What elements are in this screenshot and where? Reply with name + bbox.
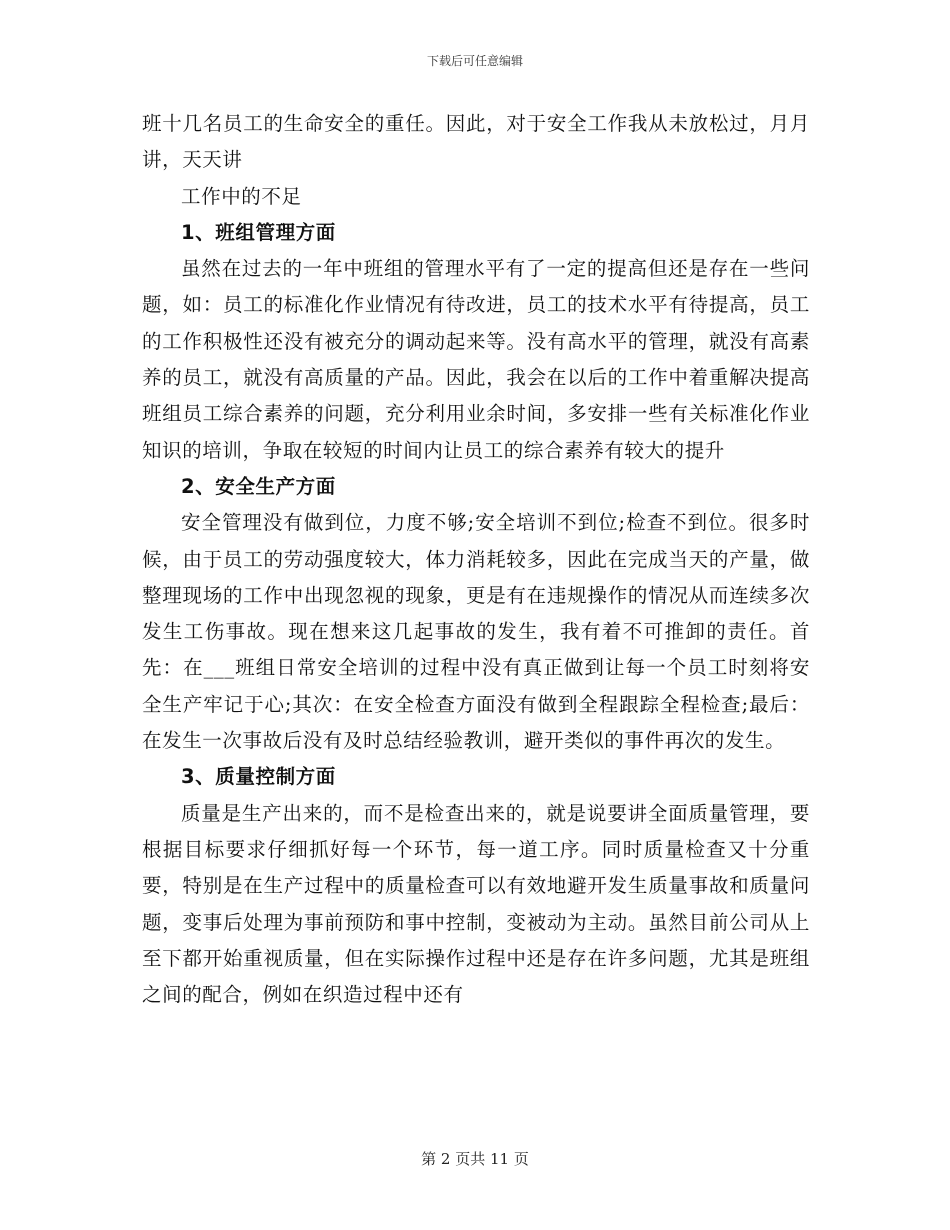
document-body — [142, 106, 810, 1013]
section-intro: 工作中的不足 — [181, 184, 302, 208]
paragraph-continued: 班十几名员工的生命安全的重任。因此，对于安全工作我从未放松过，月月讲，天天讲 — [142, 112, 810, 172]
page-footer: 第 2 页共 11 页 — [421, 1150, 529, 1168]
page-header: 下载后可任意编辑 — [426, 54, 523, 68]
paragraph-quality: 质量是生产出来的，而不是检查出来的，就是说要讲全面质量管理，要根据目标要求仔细抓好每一个环节，每一道工序。同时质量检查又十分重要，特别是在生产过程中的质量检查可以有效地避开发生质量事故和质量问题，变事后处理为事前预防和事中控制，变被动为主动。虽然目前公司从上至下都开始重视质量，但在实际操作过程中还是存在许多问题，尤其是班组之间的配合，例如在织造过程中还有 — [142, 801, 810, 1007]
paragraph-safety: 安全管理没有做到位，力度不够;安全培训不到位;检查不到位。很多时候，由于员工的劳动强度较大，体力消耗较多，因此在完成当天的产量，做整理现场的工作中出现忽视的现象，更是有在违规操作的情况从而连续多次发生工伤事故。现在想来这几起事故的发生，我有着不可推卸的责任。首先：在___班组日常安全培训的过程中没有真正做到让每一个员工时刻将安全生产牢记于心;其次：在安全检查方面没有做到全程跟踪全程检查;最后：在发生一次事故后没有及时总结经验教训，避开类似的事件再次的发生。 — [142, 511, 810, 753]
section-heading-safety: 2、安全生产方面 — [181, 474, 336, 498]
paragraph-team-management: 虽然在过去的一年中班组的管理水平有了一定的提高但还是存在一些问题，如：员工的标准化作业情况有待改进，员工的技术水平有待提高，员工的工作积极性还没有被充分的调动起来等。没有高水平的管理，就没有高素养的员工，就没有高质量的产品。因此，我会在以后的工作中着重解决提高班组员工综合素养的问题，充分利用业余时间，多安排一些有关标准化作业知识的培训，争取在较短的时间内让员工的综合素养有较大的提升 — [142, 257, 810, 462]
section-heading-team-management: 1、班组管理方面 — [181, 220, 336, 244]
section-heading-quality: 3、质量控制方面 — [181, 765, 336, 789]
